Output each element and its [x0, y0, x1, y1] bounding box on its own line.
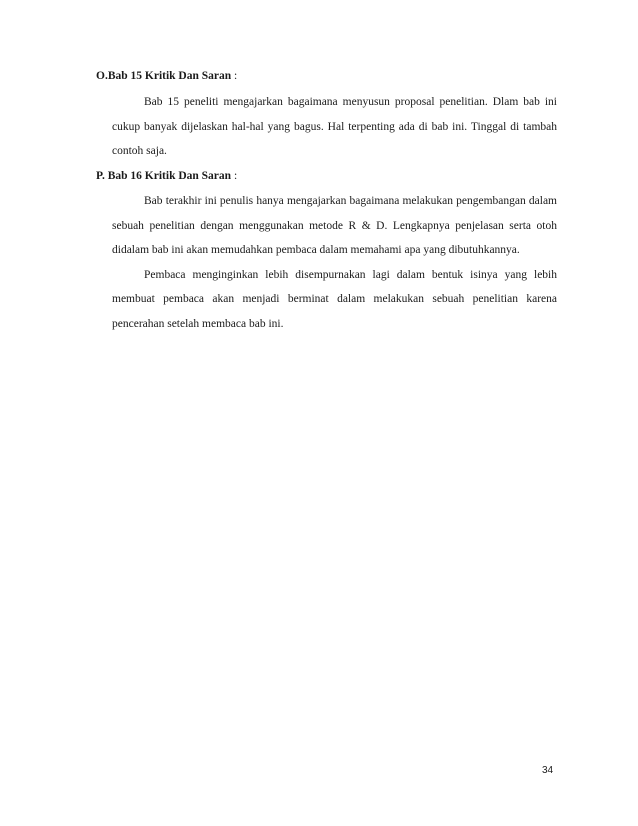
paragraph: Bab terakhir ini penulis hanya mengajarkan bagaimana melakukan pengembangan dalam sebuah penelitian dengan menggunakan metode R & D. Lengkapnya penjelasan serta otoh didalam bab ini akan memudahkan pembaca dalam memahami apa yang dibutuhkannya. [112, 195, 557, 256]
page-number: 34 [542, 765, 554, 776]
section-colon: : [231, 170, 238, 182]
section-o [96, 68, 557, 164]
section-heading [96, 168, 557, 184]
section-colon: : [231, 70, 238, 82]
paragraph: Bab 15 peneliti mengajarkan bagaimana menyusun proposal penelitian. Dlam bab ini cukup banyak dijelaskan hal-hal yang bagus. Hal terpenting ada di bab ini. Tinggal di tambah contoh saja. [112, 96, 557, 157]
section-letter: P. [96, 170, 108, 182]
section-p [96, 168, 557, 336]
section-letter: O. [96, 70, 108, 82]
paragraph: Pembaca menginginkan lebih disempurnakan lagi dalam bentuk isinya yang lebih membuat pembaca akan menjadi berminat dalam melakukan sebuah penelitian karena pencerahan setelah membaca bab ini. [112, 268, 557, 330]
section-title: Bab 15 Kritik Dan Saran [107, 70, 232, 82]
section-heading [96, 68, 557, 84]
section-title: Bab 16 Kritik Dan Saran [107, 170, 232, 182]
